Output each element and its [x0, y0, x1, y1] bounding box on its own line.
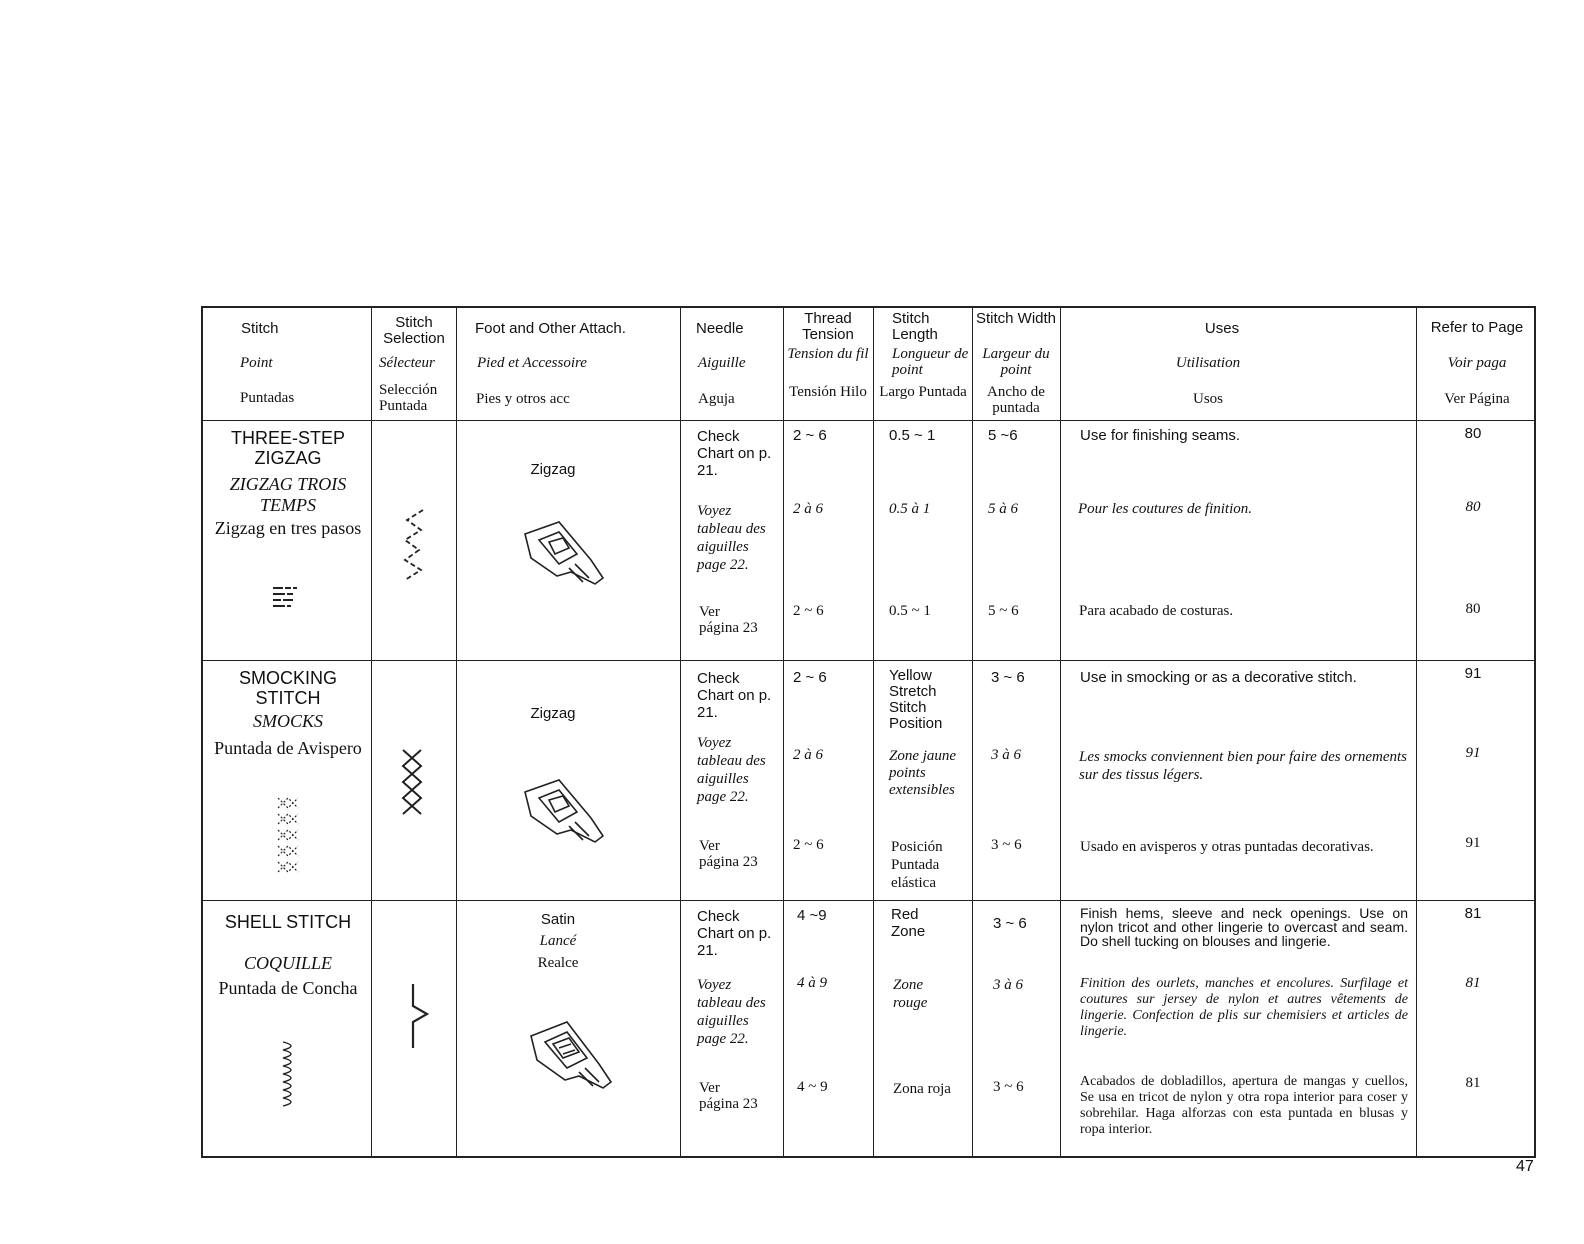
stitch-name-en: THREE-STEP ZIGZAG: [230, 428, 345, 468]
stitch-name-es: Puntada de Concha: [218, 978, 358, 998]
foot-label: Satin: [540, 911, 576, 928]
stitch-name-fr: COQUILLE: [243, 953, 332, 973]
foot-label: Zigzag: [530, 705, 576, 722]
stitch-chart-table: Stitch Point Puntadas Stitch Selection Sélecteur Selección Puntada Foot and Other Attach. Pied et Accessoire Pies y otros acc Needle Aiguille Aguja Thread Tension Tension du fil Tensión Hilo Stitch Length Longueur de point Largo Puntada Stitch Width Largeur du point Ancho de puntada Uses Utilisation Usos Refer to Page Voir paga Ver Página THREE-STEP ZIGZAG ZIGZAG TROIS TEMPS Zigzag en tres pasos Zigzag Check Chart on p. 21. Voyez tableau des aiguilles page 22. Ver página 23 2 ~ 6 2 à 6 2 ~ 6 0.5 ~ 1 0.5 à 1 0.5 ~ 1 5 ~6 5 à 6 5 ~ 6 Use for finishing seams. Pour les coutures de finition. Para acabado de costuras. 80 80 80 SMOCKING STITCH SMOCKS Puntada de Avispero Zigzag Check Chart on p. 21. Voyez tableau des aiguilles page 22. Ver página 23 2 ~ 6 2 à 6 2 ~ 6 Yellow Stretch Stitch Position Zone jaune points extensibles Posición Puntada elástica 3 ~ 6 3 à 6 3 ~ 6 Use in smocking or as a decorative stitch. Les smocks conviennent bien pour faire des ornements sur des tissus légers. Usado en avisperos y otras puntadas decorativas. 91 91 91 SHELL STITCH COQUILLE Puntada de Concha Satin Lancé Realce Check Chart on p. 21. Voyez tableau des aiguilles page 22. Ver página 23 4 ~9 4 à 9 4 ~ 9 Red Zone Zone rouge Zona roja 3 ~ 6 3 à 6 3 ~ 6 Finish hems, sleeve and neck openings. Use on nylon tricot and other lingerie to overcast and seam. Do shell tucking on blouses and lingerie. Finition des ourlets, manches et encolures. Surfilage et coutures sur jersey de nylon et autres vêtements de lingerie. Confection de plis sur chemisiers et articles de lingerie. Acabados de dobladillos, apertura de mangas y cuellos, Se usa en tricot de nylon y otra ropa interior para coser y sobrehilar. Haga alforzas con esta puntada en blusas y ropa interior. 81 81 81: [201, 306, 1536, 1158]
zigzag-foot-icon: [519, 520, 609, 590]
foot-label-es: Realce: [537, 955, 579, 971]
foot-label-fr: Lancé: [539, 933, 577, 949]
stitch-sample-icon: [275, 796, 301, 876]
stitch-sample-icon: [281, 1040, 301, 1110]
stitch-sample-icon: [269, 584, 305, 614]
three-step-zigzag-icon: [399, 508, 429, 586]
stitch-name-en: SMOCKING STITCH: [238, 668, 337, 708]
satin-foot-icon: [525, 1020, 617, 1096]
smocking-stitch-icon: [399, 748, 425, 818]
page-number: 47: [1516, 1158, 1534, 1175]
stitch-name-en: SHELL STITCH: [224, 912, 352, 932]
stitch-name-es: Zigzag en tres pasos: [214, 518, 362, 538]
zigzag-foot-icon: [519, 778, 609, 848]
stitch-name-fr: SMOCKS: [252, 711, 323, 731]
foot-label: Zigzag: [530, 461, 576, 478]
stitch-name-es: Puntada de Avispero: [214, 738, 362, 758]
shell-stitch-icon: [407, 982, 431, 1052]
stitch-name-fr: ZIGZAG TROIS TEMPS: [229, 474, 347, 515]
